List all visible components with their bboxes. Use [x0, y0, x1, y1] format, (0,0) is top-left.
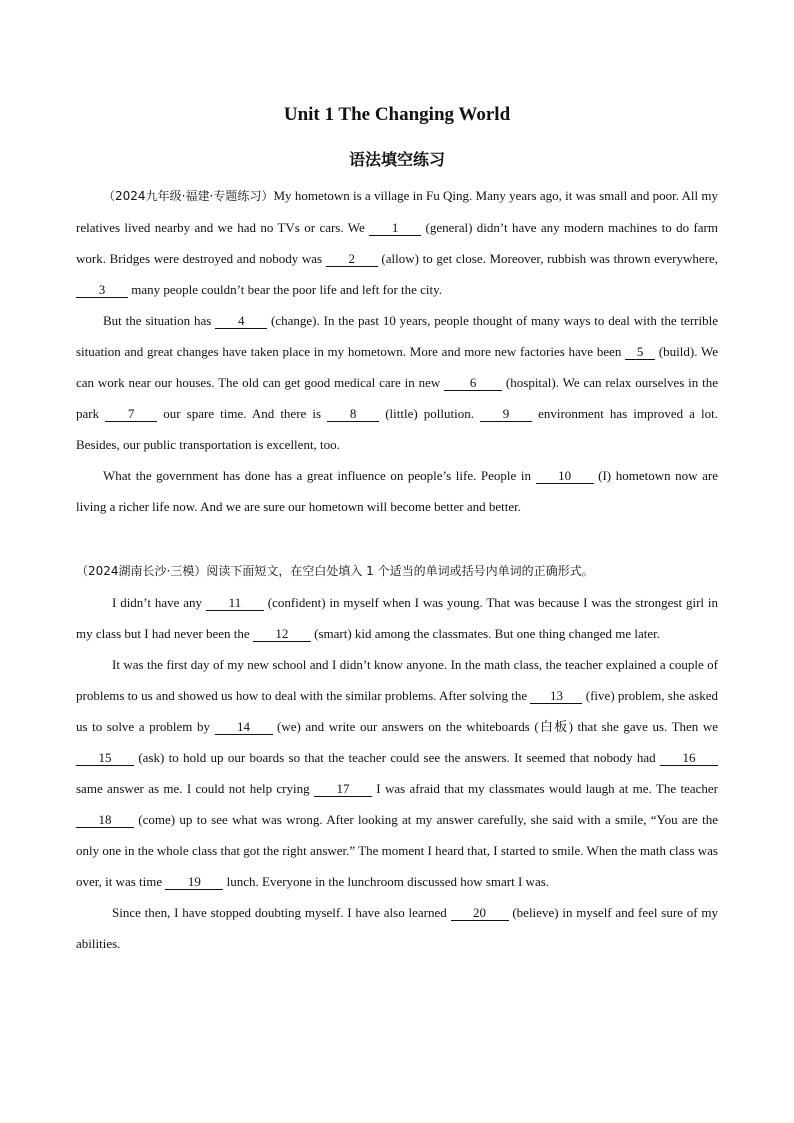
passage-2-paragraph-1 — [76, 587, 718, 649]
text: (I) hometown now are living a richer life now. And we are sure our hometown will become better and better. — [76, 468, 718, 514]
text: (we) and write our answers on the whiteboards (白板) that she gave us. Then we — [272, 719, 718, 734]
blank-15[interactable]: 15 — [76, 750, 134, 766]
instruction-text: （2024湖南长沙·三模）阅读下面短文，在空白处填入 1 个适当的单词或括号内单词的正确形式。 — [76, 564, 594, 578]
text: It was the first day of my new school and I didn’t know anyone. In the math class, the teacher explained a couple of problems to us and showed us how to deal with the similar problems. After solving the — [76, 657, 718, 703]
page-subtitle: 语法填空练习 — [348, 150, 445, 169]
text: (ask) to hold up our boards so that the teacher could see the answers. It seemed that nobody had — [134, 750, 660, 765]
text: Since then, I have stopped doubting myself. I have also learned — [112, 905, 451, 920]
blank-2[interactable]: 2 — [326, 251, 378, 267]
passage-2 — [76, 555, 718, 959]
blank-17[interactable]: 17 — [314, 781, 372, 797]
text: (come) up to see what was wrong. After looking at my answer carefully, she said with a smile, “You are the only one in the whole class that got the right answer.” The moment I heard that, I started to smile. When the math class was over, it was time — [76, 812, 718, 889]
page-title: Unit 1 The Changing World — [283, 104, 511, 125]
text: (smart) kid among the classmates. But one thing changed me later. — [310, 626, 660, 641]
text: (little) pollution. — [379, 406, 481, 421]
blank-13[interactable]: 13 — [530, 688, 582, 704]
passage-1-paragraph-2 — [76, 305, 718, 460]
instruction — [76, 555, 718, 587]
text: our spare time. And there is — [157, 406, 328, 421]
text: (hospital). We can relax ourselves in the park — [76, 375, 718, 421]
text: same answer as me. I could not help crying — [76, 781, 314, 796]
text: lunch. Everyone in the lunchroom discussed how smart I was. — [223, 874, 550, 889]
text: (believe) in myself and feel sure of my abilities. — [76, 905, 718, 951]
passage-2-paragraph-3 — [76, 897, 718, 959]
text: (build). We can work near our houses. The old can get good medical care in new — [76, 344, 718, 390]
blank-12[interactable]: 12 — [253, 626, 311, 642]
blank-5[interactable]: 5 — [625, 344, 655, 360]
text: (general) didn’t have any modern machines to do farm work. Bridges were destroyed and nobody was — [76, 220, 718, 266]
blank-10[interactable]: 10 — [536, 468, 594, 484]
passage-2-paragraph-2 — [76, 649, 718, 897]
blank-11[interactable]: 11 — [206, 595, 264, 611]
blank-18[interactable]: 18 — [76, 812, 134, 828]
blank-7[interactable]: 7 — [105, 406, 157, 422]
text: (five) problem, she asked us to solve a problem by — [76, 688, 719, 734]
source-label: （2024九年级·福建·专题练习） — [103, 189, 274, 203]
text: (change). In the past 10 years, people thought of many ways to deal with the terrible situation and great changes have taken place in my hometown. More and more new factories have been — [76, 313, 718, 359]
text: (allow) to get close. Moreover, rubbish was thrown everywhere, — [377, 251, 718, 266]
passage-1 — [76, 180, 718, 522]
blank-9[interactable]: 9 — [480, 406, 532, 422]
text: I was afraid that my classmates would laugh at me. The teacher — [371, 781, 718, 796]
text: But the situation has — [103, 313, 216, 328]
text: My hometown is a village in Fu Qing. Many years ago, it was small and poor. All my relatives lived nearby and we had no TVs or cars. We — [76, 188, 719, 235]
blank-16[interactable]: 16 — [660, 750, 718, 766]
blank-14[interactable]: 14 — [215, 719, 273, 735]
blank-6[interactable]: 6 — [444, 375, 502, 391]
text: (confident) in myself when I was young. That was because I was the strongest girl in my class but I had never been the — [76, 595, 718, 641]
text: environment has improved a lot. Besides, our public transportation is excellent, too. — [76, 406, 718, 452]
passage-1-paragraph-3 — [76, 460, 718, 522]
blank-4[interactable]: 4 — [215, 313, 267, 329]
text: I didn’t have any — [112, 595, 206, 610]
blank-8[interactable]: 8 — [327, 406, 379, 422]
blank-20[interactable]: 20 — [451, 905, 509, 921]
passage-1-paragraph-1 — [76, 180, 718, 305]
blank-1[interactable]: 1 — [369, 220, 421, 236]
blank-3[interactable]: 3 — [76, 282, 128, 298]
blank-19[interactable]: 19 — [165, 874, 223, 890]
text: many people couldn’t bear the poor life and left for the city. — [128, 282, 443, 297]
text: What the government has done has a great influence on people’s life. People in — [103, 468, 536, 483]
